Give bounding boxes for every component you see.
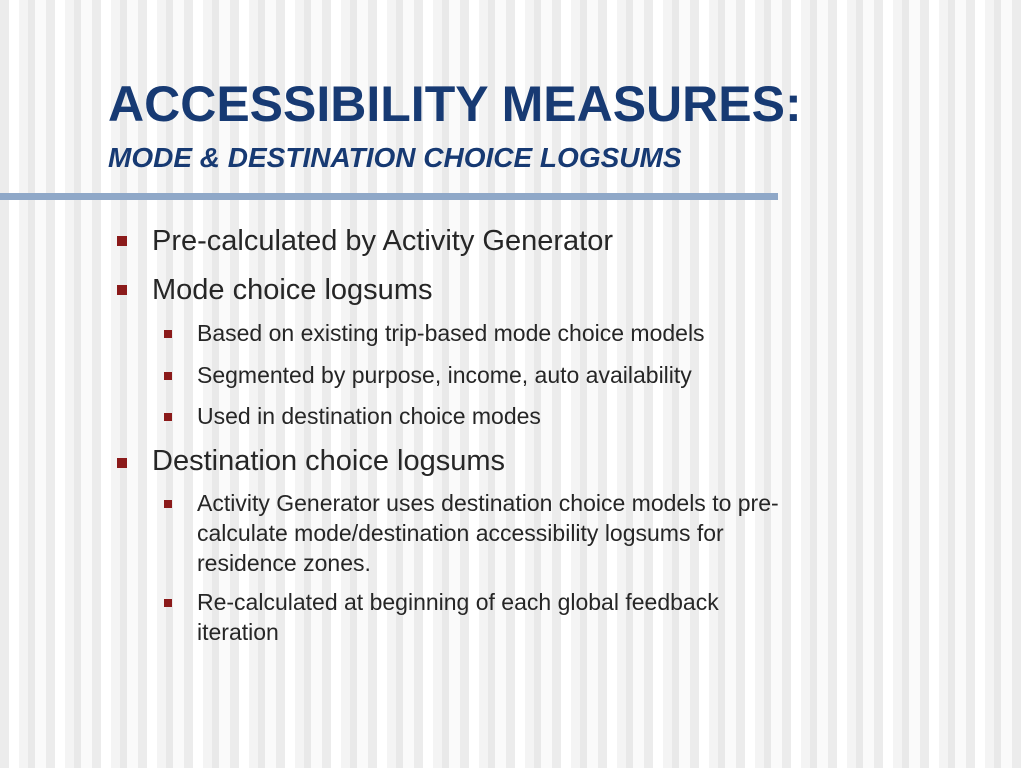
square-bullet-icon bbox=[117, 285, 127, 295]
bullet-text: Pre-calculated by Activity Generator bbox=[152, 225, 613, 257]
sub-bullet-text: Used in destination choice modes bbox=[197, 403, 541, 429]
title-divider bbox=[0, 193, 778, 200]
square-bullet-icon bbox=[117, 458, 127, 468]
sub-bullet-text: calculate mode/destination accessibility logsums for bbox=[197, 520, 724, 546]
bullet-text: Mode choice logsums bbox=[152, 274, 433, 306]
sub-bullet-text: Re-calculated at beginning of each global feedback bbox=[197, 589, 719, 615]
square-bullet-icon bbox=[164, 372, 172, 380]
sub-bullet-text: Activity Generator uses destination choice models to pre- bbox=[197, 490, 779, 516]
square-bullet-icon bbox=[164, 599, 172, 607]
sub-bullet-text: iteration bbox=[197, 619, 279, 645]
bullet-text: Destination choice logsums bbox=[152, 445, 506, 477]
sub-bullet-text: Segmented by purpose, income, auto availability bbox=[197, 362, 692, 388]
sub-bullet-text: Based on existing trip-based mode choice models bbox=[197, 320, 705, 346]
square-bullet-icon bbox=[164, 413, 172, 421]
slide-title: ACCESSIBILITY MEASURES: bbox=[108, 76, 802, 132]
sub-bullet-text: residence zones. bbox=[197, 550, 371, 576]
square-bullet-icon bbox=[164, 500, 172, 508]
square-bullet-icon bbox=[117, 236, 127, 246]
slide-subtitle: MODE & DESTINATION CHOICE LOGSUMS bbox=[108, 142, 682, 173]
square-bullet-icon bbox=[164, 330, 172, 338]
